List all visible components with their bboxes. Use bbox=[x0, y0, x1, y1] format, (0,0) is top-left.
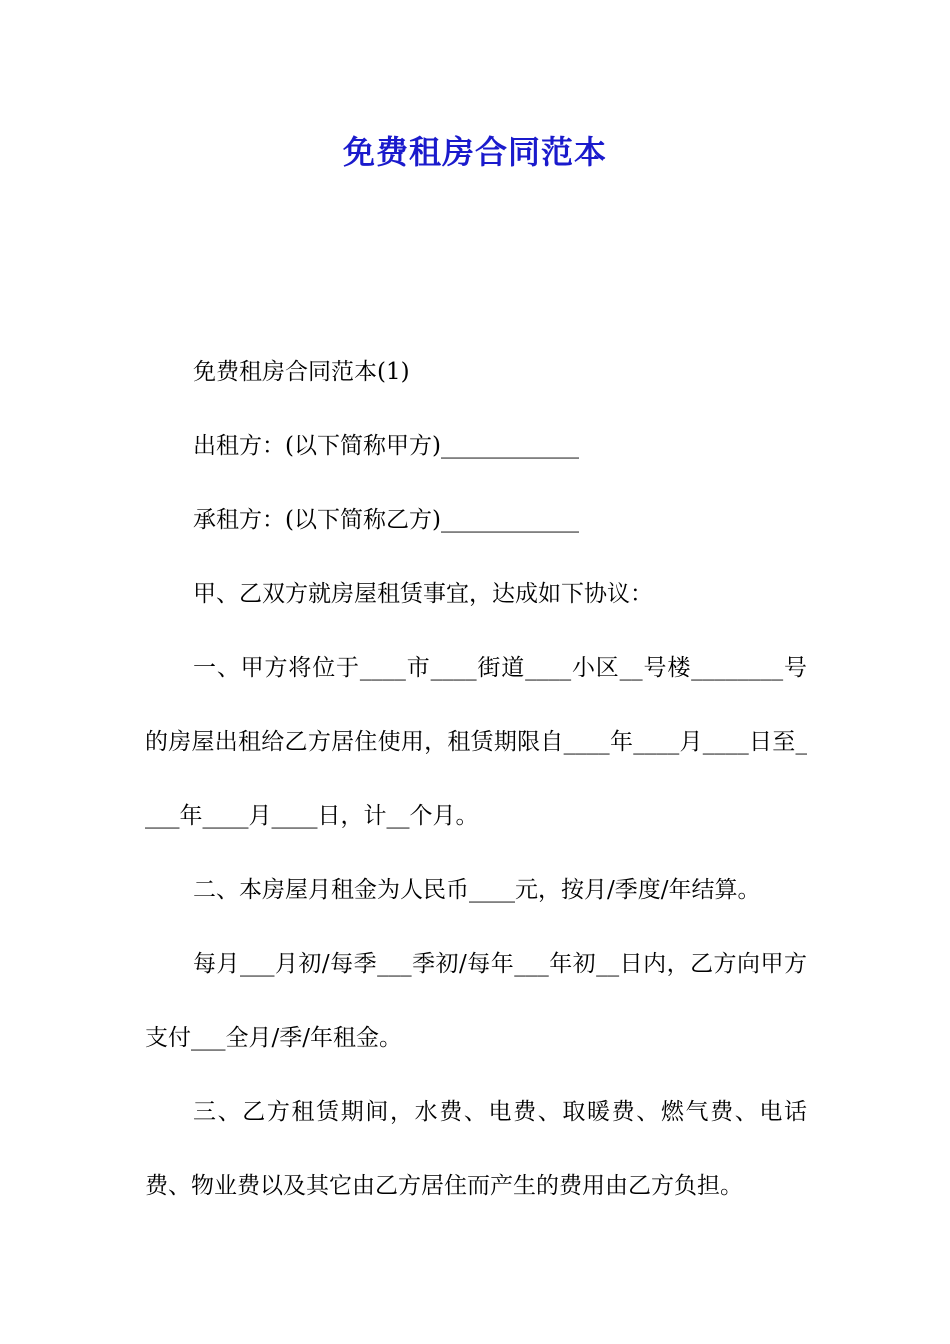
paragraph-clause-3: 三、乙方租赁期间，水费、电费、取暖费、燃气费、电话费、物业费以及其它由乙方居住而产生的费用由乙方负担。 bbox=[145, 1099, 807, 1199]
paragraph-agreement-intro: 甲、乙双方就房屋租赁事宜，达成如下协议： bbox=[193, 581, 653, 607]
paragraph-lessee: 承租方：(以下简称乙方)____________ bbox=[193, 507, 579, 533]
paragraph-heading: 免费租房合同范本(1) bbox=[193, 359, 410, 385]
document-title: 免费租房合同范本 bbox=[342, 133, 607, 171]
paragraph-lessor: 出租方：(以下简称甲方)____________ bbox=[193, 433, 579, 459]
paragraph-clause-1: 一、甲方将位于____市____街道____小区__号楼________号的房屋出租给乙方居住使用，租赁期限自____年____月____日至____年____月____日，计__个月。 bbox=[145, 655, 807, 829]
paragraph-clause-2: 二、本房屋月租金为人民币____元，按月/季度/年结算。 bbox=[193, 877, 761, 903]
paragraph-payment: 每月___月初/每季___季初/每年___年初__日内，乙方向甲方支付___全月/季/年租金。 bbox=[145, 951, 807, 1051]
document-body bbox=[145, 335, 807, 1223]
